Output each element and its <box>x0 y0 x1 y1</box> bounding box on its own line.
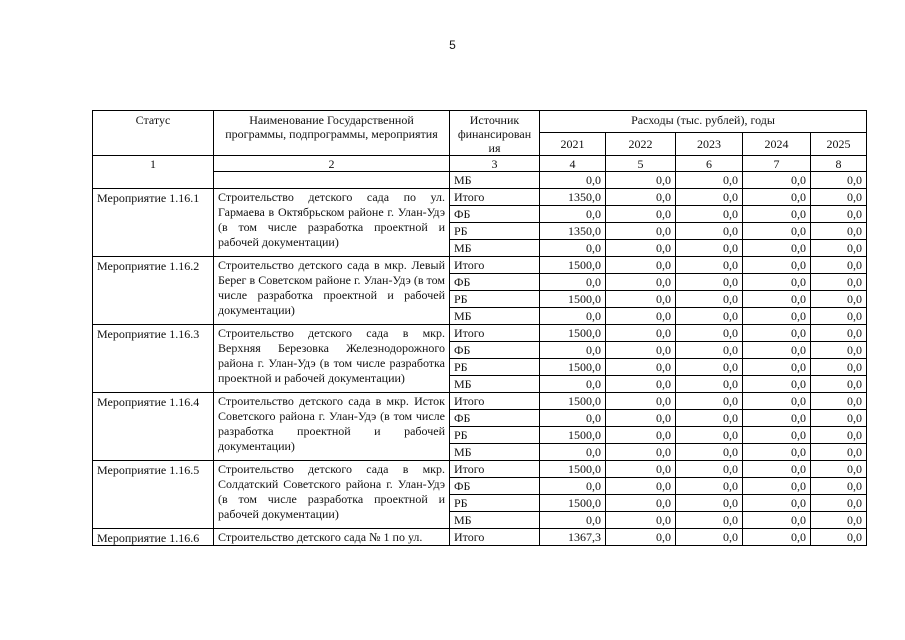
header-expenses: Расходы (тыс. рублей), годы <box>540 111 867 133</box>
expense-value: 0,0 <box>743 376 811 393</box>
funding-source: МБ <box>450 512 540 529</box>
expense-value: 0,0 <box>540 444 606 461</box>
expense-value: 0,0 <box>676 257 743 274</box>
event-name: Строительство детского сада в мкр. Исток Советского района г. Улан-Удэ (в том числе разработка проектной и рабочей документации) <box>214 393 450 461</box>
continuation-value-2025: 0,0 <box>811 172 867 189</box>
expense-value: 0,0 <box>676 223 743 240</box>
continuation-source: МБ <box>450 172 540 189</box>
funding-source: РБ <box>450 495 540 512</box>
expense-value: 0,0 <box>743 189 811 206</box>
expense-value: 1500,0 <box>540 461 606 478</box>
expense-value: 0,0 <box>743 410 811 427</box>
expense-value: 0,0 <box>811 376 867 393</box>
header-name: Наименование Государственной программы, подпрограммы, мероприятия <box>214 111 450 156</box>
header-row <box>93 111 867 133</box>
expense-value: 1500,0 <box>540 495 606 512</box>
expense-value: 0,0 <box>676 495 743 512</box>
expense-value: 0,0 <box>540 342 606 359</box>
funding-source: РБ <box>450 427 540 444</box>
event-status: Мероприятие 1.16.5 <box>93 461 214 529</box>
expense-value: 0,0 <box>811 393 867 410</box>
funding-source: ФБ <box>450 342 540 359</box>
expense-value: 0,0 <box>743 393 811 410</box>
expense-value: 0,0 <box>743 478 811 495</box>
expense-value: 0,0 <box>606 291 676 308</box>
expense-value: 0,0 <box>676 206 743 223</box>
expense-value: 0,0 <box>606 308 676 325</box>
expense-value: 0,0 <box>676 512 743 529</box>
expense-value: 0,0 <box>811 478 867 495</box>
event-status: Мероприятие 1.16.2 <box>93 257 214 325</box>
expense-value: 1500,0 <box>540 427 606 444</box>
col-number-7: 7 <box>743 156 811 172</box>
expense-value: 0,0 <box>676 410 743 427</box>
expense-value: 0,0 <box>743 206 811 223</box>
header-year-2023: 2023 <box>676 133 743 156</box>
funding-source: Итого <box>450 393 540 410</box>
col-number-8: 8 <box>811 156 867 172</box>
expense-value: 1350,0 <box>540 223 606 240</box>
expense-value: 1500,0 <box>540 325 606 342</box>
expense-value: 0,0 <box>676 376 743 393</box>
expense-value: 0,0 <box>540 274 606 291</box>
expense-value: 1500,0 <box>540 257 606 274</box>
funding-source: Итого <box>450 189 540 206</box>
expense-value: 0,0 <box>606 342 676 359</box>
table-row <box>93 461 867 478</box>
expense-value: 1500,0 <box>540 359 606 376</box>
expense-value: 0,0 <box>743 444 811 461</box>
expense-value: 1350,0 <box>540 189 606 206</box>
expense-value: 0,0 <box>606 461 676 478</box>
expense-value: 0,0 <box>606 223 676 240</box>
funding-source: Итого <box>450 461 540 478</box>
funding-source: МБ <box>450 308 540 325</box>
expense-value: 0,0 <box>743 529 811 546</box>
expense-value: 0,0 <box>811 308 867 325</box>
expense-value: 0,0 <box>676 291 743 308</box>
expense-value: 0,0 <box>606 257 676 274</box>
expense-value: 0,0 <box>743 461 811 478</box>
expense-value: 0,0 <box>811 206 867 223</box>
col-number-5: 5 <box>606 156 676 172</box>
event-status: Мероприятие 1.16.4 <box>93 393 214 461</box>
continuation-value-2024: 0,0 <box>743 172 811 189</box>
expense-value: 0,0 <box>606 427 676 444</box>
event-name: Строительство детского сада в мкр. Левый Берег в Советском районе г. Улан-Удэ (в том числе разработка проектной и рабочей документации) <box>214 257 450 325</box>
expense-value: 0,0 <box>540 478 606 495</box>
header-status: Статус <box>93 111 214 156</box>
expense-value: 0,0 <box>540 206 606 223</box>
col-number-2: 2 <box>214 156 450 172</box>
expense-value: 0,0 <box>811 495 867 512</box>
expense-value: 0,0 <box>606 478 676 495</box>
expense-value: 0,0 <box>606 240 676 257</box>
page-number: 5 <box>449 38 456 52</box>
expense-value: 0,0 <box>676 342 743 359</box>
funding-source: МБ <box>450 240 540 257</box>
expense-value: 0,0 <box>811 512 867 529</box>
expense-value: 0,0 <box>811 410 867 427</box>
expense-value: 0,0 <box>676 444 743 461</box>
funding-source: Итого <box>450 325 540 342</box>
expense-value: 0,0 <box>676 240 743 257</box>
expense-value: 0,0 <box>811 427 867 444</box>
continuation-value-2023: 0,0 <box>676 172 743 189</box>
expense-value: 0,0 <box>606 512 676 529</box>
funding-source: МБ <box>450 376 540 393</box>
event-name: Строительство детского сада № 1 по ул. <box>214 529 450 546</box>
continuation-value-2021: 0,0 <box>540 172 606 189</box>
header-year-2024: 2024 <box>743 133 811 156</box>
funding-source: МБ <box>450 444 540 461</box>
budget-table <box>92 110 867 546</box>
funding-source: Итого <box>450 257 540 274</box>
expense-value: 1367,3 <box>540 529 606 546</box>
expense-value: 0,0 <box>676 529 743 546</box>
column-numbers-row <box>93 156 867 172</box>
expense-value: 0,0 <box>743 325 811 342</box>
funding-source: ФБ <box>450 274 540 291</box>
continuation-name-cell <box>214 172 450 189</box>
expense-value: 0,0 <box>743 359 811 376</box>
expense-value: 0,0 <box>676 478 743 495</box>
expense-value: 0,0 <box>743 223 811 240</box>
table-row <box>93 325 867 342</box>
expense-value: 0,0 <box>606 376 676 393</box>
table-row <box>93 529 867 546</box>
expense-value: 0,0 <box>676 393 743 410</box>
expense-value: 0,0 <box>743 495 811 512</box>
col-number-1: 1 <box>93 156 214 189</box>
expense-value: 0,0 <box>743 512 811 529</box>
event-name: Строительство детского сада в мкр. Солдатский Советского района г. Улан-Удэ (в том числе разработка проектной и рабочей документации) <box>214 461 450 529</box>
expense-value: 0,0 <box>811 257 867 274</box>
expense-value: 0,0 <box>606 393 676 410</box>
expense-value: 0,0 <box>606 206 676 223</box>
expense-value: 0,0 <box>540 512 606 529</box>
expense-value: 0,0 <box>811 274 867 291</box>
expense-value: 0,0 <box>743 257 811 274</box>
expense-value: 0,0 <box>540 376 606 393</box>
table-row <box>93 257 867 274</box>
expense-value: 0,0 <box>811 342 867 359</box>
funding-source: РБ <box>450 359 540 376</box>
expense-value: 0,0 <box>676 189 743 206</box>
expense-value: 0,0 <box>676 461 743 478</box>
expense-value: 0,0 <box>811 444 867 461</box>
expense-value: 0,0 <box>606 359 676 376</box>
header-year-2025: 2025 <box>811 133 867 156</box>
expense-value: 0,0 <box>743 291 811 308</box>
table-row <box>93 189 867 206</box>
expense-value: 0,0 <box>811 291 867 308</box>
funding-source: ФБ <box>450 410 540 427</box>
col-number-6: 6 <box>676 156 743 172</box>
expense-value: 0,0 <box>811 189 867 206</box>
expense-value: 0,0 <box>811 240 867 257</box>
expense-value: 0,0 <box>606 495 676 512</box>
expense-value: 0,0 <box>606 410 676 427</box>
event-status: Мероприятие 1.16.6 <box>93 529 214 546</box>
expense-value: 0,0 <box>743 240 811 257</box>
header-year-2022: 2022 <box>606 133 676 156</box>
table-row <box>93 393 867 410</box>
expense-value: 0,0 <box>676 427 743 444</box>
expense-value: 0,0 <box>811 359 867 376</box>
header-year-2021: 2021 <box>540 133 606 156</box>
header-source: Источник финансирован ия <box>450 111 540 156</box>
expense-value: 0,0 <box>811 325 867 342</box>
event-status: Мероприятие 1.16.3 <box>93 325 214 393</box>
col-number-3: 3 <box>450 156 540 172</box>
event-name: Строительство детского сада в мкр. Верхняя Березовка Железнодорожного района г. Улан-Удэ (в том числе разработка проектной и рабочей документации) <box>214 325 450 393</box>
expense-value: 0,0 <box>743 274 811 291</box>
expense-value: 0,0 <box>540 308 606 325</box>
funding-source: Итого <box>450 529 540 546</box>
funding-source: ФБ <box>450 478 540 495</box>
expense-value: 0,0 <box>540 240 606 257</box>
expense-value: 0,0 <box>743 308 811 325</box>
expense-value: 0,0 <box>743 342 811 359</box>
continuation-value-2022: 0,0 <box>606 172 676 189</box>
expense-value: 0,0 <box>540 410 606 427</box>
event-status: Мероприятие 1.16.1 <box>93 189 214 257</box>
expense-value: 0,0 <box>606 325 676 342</box>
expense-value: 0,0 <box>676 359 743 376</box>
expense-value: 0,0 <box>811 461 867 478</box>
expense-value: 0,0 <box>743 427 811 444</box>
expense-value: 0,0 <box>606 444 676 461</box>
expense-value: 0,0 <box>811 223 867 240</box>
expense-value: 0,0 <box>606 529 676 546</box>
expense-value: 0,0 <box>811 529 867 546</box>
funding-source: РБ <box>450 291 540 308</box>
expense-value: 0,0 <box>606 189 676 206</box>
expense-value: 0,0 <box>676 325 743 342</box>
col-number-4: 4 <box>540 156 606 172</box>
event-name: Строительство детского сада по ул. Гармаева в Октябрьском районе г. Улан-Удэ (в том числе разработка проектной и рабочей документации) <box>214 189 450 257</box>
expense-value: 0,0 <box>676 308 743 325</box>
expense-value: 1500,0 <box>540 393 606 410</box>
funding-source: ФБ <box>450 206 540 223</box>
expense-value: 0,0 <box>606 274 676 291</box>
expense-value: 1500,0 <box>540 291 606 308</box>
funding-source: РБ <box>450 223 540 240</box>
expense-value: 0,0 <box>676 274 743 291</box>
